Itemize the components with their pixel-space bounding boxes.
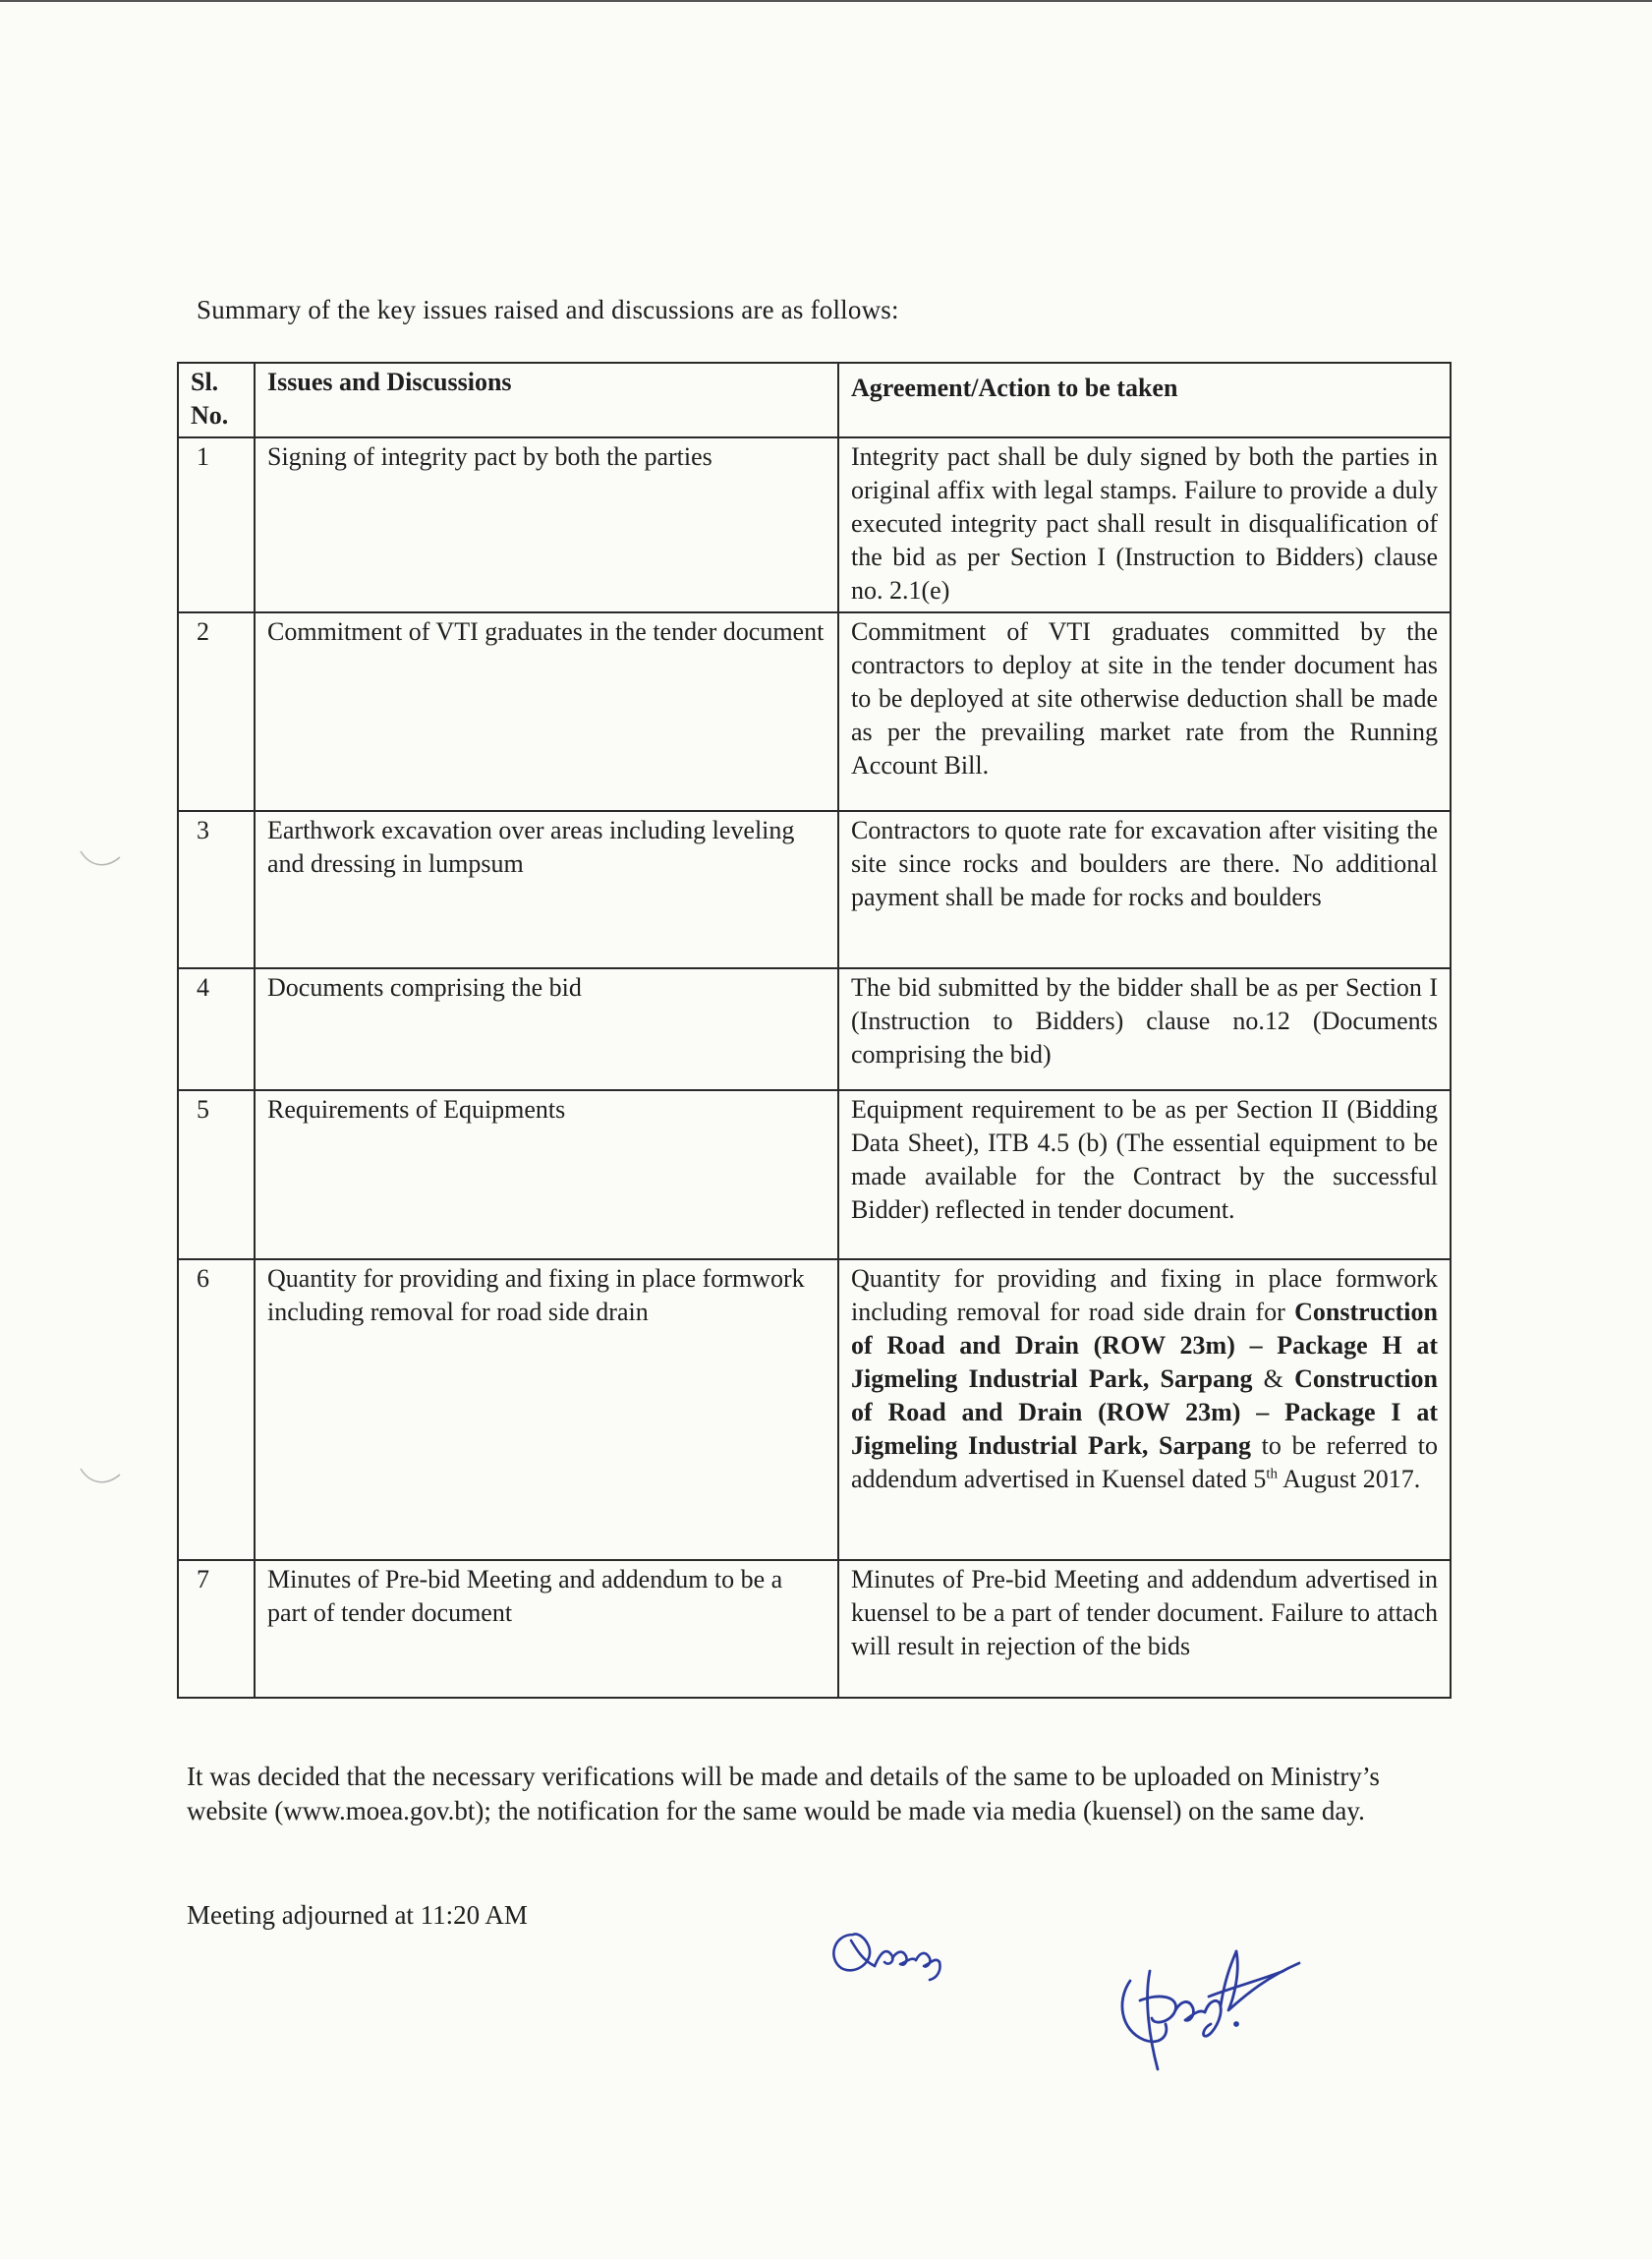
row-number: 5 — [178, 1090, 255, 1259]
row-issue: Commitment of VTI graduates in the tender document — [255, 612, 838, 811]
header-agreement: Agreement/Action to be taken — [838, 363, 1451, 437]
signature-1 — [824, 1917, 971, 1986]
agreement-text: to be referred to addendum advertised in Kuensel dated 5 — [851, 1431, 1438, 1493]
row-number: 6 — [178, 1259, 255, 1560]
ordinal-suffix: th — [1266, 1466, 1279, 1482]
summary-intro: Summary of the key issues raised and discussions are as follows: — [197, 295, 899, 324]
row-issue: Documents comprising the bid — [255, 968, 838, 1090]
row-number: 1 — [178, 437, 255, 612]
scan-top-edge — [0, 0, 1652, 2]
header-issues: Issues and Discussions — [255, 363, 838, 437]
table-row — [178, 968, 1451, 1090]
row-agreement — [838, 1259, 1451, 1560]
row-number: 7 — [178, 1560, 255, 1698]
row-agreement: Commitment of VTI graduates committed by the contractors to deploy at site in the tender document has to be deployed at site otherwise deduction shall be made as per the prevailing market rate from the Running Account Bill. — [838, 612, 1451, 811]
row-agreement: Contractors to quote rate for excavation after visiting the site since rocks and boulders are there. No additional payment shall be made for rocks and boulders — [838, 811, 1451, 968]
table-row — [178, 612, 1451, 811]
scan-mark — [77, 845, 126, 875]
table-row — [178, 1560, 1451, 1698]
row-issue: Signing of integrity pact by both the parties — [255, 437, 838, 612]
row-agreement: Minutes of Pre-bid Meeting and addendum advertised in kuensel to be a part of tender document. Failure to attach will result in rejection of the bids — [838, 1560, 1451, 1698]
closing-paragraph: It was decided that the necessary verifications will be made and details of the same to be uploaded on Ministry’s website (www.moea.gov.bt); the notification for the same would be made via media (kuensel) on the same day. — [187, 1762, 1380, 1825]
table-row — [178, 1090, 1451, 1259]
agreement-text: & — [1252, 1364, 1295, 1393]
row-number: 4 — [178, 968, 255, 1090]
scan-mark — [77, 1463, 126, 1492]
row-agreement: The bid submitted by the bidder shall be as per Section I (Instruction to Bidders) clause no.12 (Documents comprising the bid) — [838, 968, 1451, 1090]
adjourned-note: Meeting adjourned at 11:20 AM — [187, 1900, 528, 1930]
signature-2 — [1111, 1941, 1307, 2079]
header-sl-no: Sl. No. — [178, 363, 255, 437]
table-row — [178, 437, 1451, 612]
agreement-text: Quantity for providing and fixing in place formwork including removal for road side drain for — [851, 1264, 1438, 1326]
agreement-text: August 2017. — [1278, 1465, 1421, 1493]
row-issue: Quantity for providing and fixing in place formwork including removal for road side drain — [255, 1259, 838, 1560]
table-row — [178, 1259, 1451, 1560]
agreement-bold-package-i: Construction of Road and Drain (ROW 23m) – Package I at Jigmeling Industrial Park, Sarpang — [851, 1364, 1438, 1460]
table-row — [178, 811, 1451, 968]
row-number: 3 — [178, 811, 255, 968]
row-issue: Minutes of Pre-bid Meeting and addendum to be a part of tender document — [255, 1560, 838, 1698]
row-number: 2 — [178, 612, 255, 811]
row-agreement: Equipment requirement to be as per Section II (Bidding Data Sheet), ITB 4.5 (b) (The essential equipment to be made available for the Contract by the successful Bidder) reflected in tender document. — [838, 1090, 1451, 1259]
row-agreement: Integrity pact shall be duly signed by both the parties in original affix with legal stamps. Failure to provide a duly executed integrity pact shall result in disqualification of the bid as per Section I (Instruction to Bidders) clause no. 2.1(e) — [838, 437, 1451, 612]
issues-table — [177, 362, 1452, 1699]
table-header-row — [178, 363, 1451, 437]
agreement-bold-package-h: Construction of Road and Drain (ROW 23m) – Package H at Jigmeling Industrial Park, Sarpang — [851, 1298, 1438, 1393]
row-issue: Earthwork excavation over areas including leveling and dressing in lumpsum — [255, 811, 838, 968]
row-issue: Requirements of Equipments — [255, 1090, 838, 1259]
